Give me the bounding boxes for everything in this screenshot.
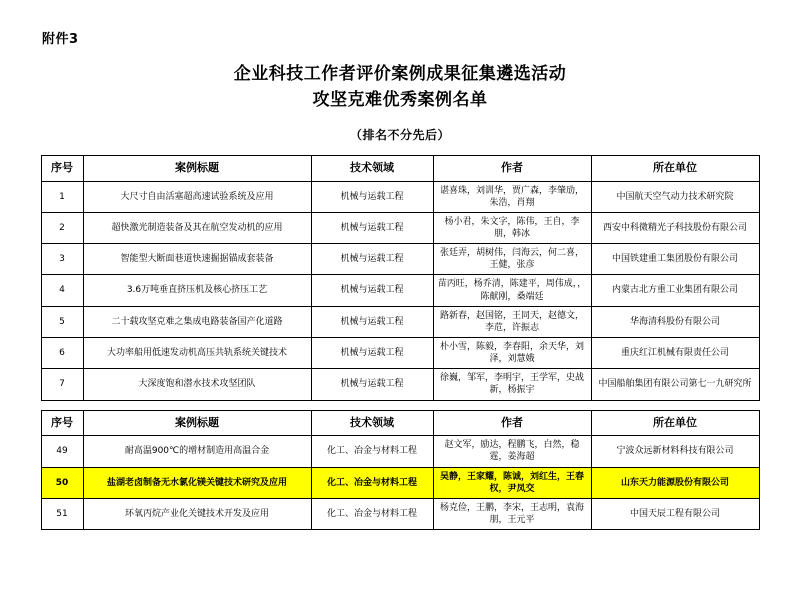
cell-no: 51: [41, 498, 83, 529]
cell-title: 大功率船用低速发动机高压共轨系统关键技术: [83, 337, 311, 368]
cell-author: 谌喜珠，刘训华，贾广森，李肇劢，朱浩，肖翔: [433, 181, 591, 212]
table-row: [41, 467, 759, 498]
table-row: [41, 181, 759, 212]
cell-title: 智能型大断面巷道快速掘据锚成套装备: [83, 244, 311, 275]
cell-no: 5: [41, 306, 83, 337]
table-row: [41, 436, 759, 467]
cell-no: 3: [41, 244, 83, 275]
column-header-field: 技术领域: [311, 410, 433, 436]
cell-author: 赵文军，励达，程鹏飞，白然，稳霆，姜海超: [433, 436, 591, 467]
cell-unit: 山东天力能源股份有限公司: [591, 467, 759, 498]
cell-unit: 中国铁建重工集团股份有限公司: [591, 244, 759, 275]
column-header-title: 案例标题: [83, 410, 311, 436]
cell-field: 化工、冶金与材料工程: [311, 467, 433, 498]
cell-author: 苗丙旺，杨乔清，陈建平，周伟成，，陈献刚，桑端廷: [433, 275, 591, 306]
cell-unit: 西安中科微精光子科技股份有限公司: [591, 212, 759, 243]
table-body-first: [41, 181, 759, 400]
column-header-field: 技术领域: [311, 155, 433, 181]
table-row: [41, 498, 759, 529]
cell-no: 50: [41, 467, 83, 498]
cell-title: 盐湖老卤制备无水氯化镁关键技术研究及应用: [83, 467, 311, 498]
cases-table-second: [41, 410, 760, 531]
table-body-second: [41, 436, 759, 530]
cell-no: 1: [41, 181, 83, 212]
cell-no: 6: [41, 337, 83, 368]
cell-field: 机械与运载工程: [311, 275, 433, 306]
column-header-unit: 所在单位: [591, 410, 759, 436]
cell-author: 吴静，王家耀，陈诚，刘红生，王春权，尹凤交: [433, 467, 591, 498]
table-row: [41, 337, 759, 368]
cell-field: 机械与运载工程: [311, 212, 433, 243]
cell-no: 4: [41, 275, 83, 306]
cell-unit: 宁波众远新材料科技有限公司: [591, 436, 759, 467]
cell-title: 超快激光制造装备及其在航空发动机的应用: [83, 212, 311, 243]
cell-field: 机械与运载工程: [311, 306, 433, 337]
cell-unit: 内蒙古北方重工业集团有限公司: [591, 275, 759, 306]
cell-author: 杨小君，朱文字，陈伟，王自，李朋，韩冰: [433, 212, 591, 243]
cell-field: 机械与运载工程: [311, 244, 433, 275]
cell-title: 环氧丙烷产业化关键技术开发及应用: [83, 498, 311, 529]
cell-author: 杨克俭，王鹏，李宋，王志明，袁海朋，王元平: [433, 498, 591, 529]
cell-author: 路新春，赵国铭，王同天，赵德文，李苊，许振志: [433, 306, 591, 337]
column-header-unit: 所在单位: [591, 155, 759, 181]
cell-author: 徐巍，邹军，李明宇，王学军，史战新，杨振宇: [433, 369, 591, 400]
cell-no: 7: [41, 369, 83, 400]
column-header-author: 作者: [433, 410, 591, 436]
cell-field: 机械与运载工程: [311, 337, 433, 368]
column-header-author: 作者: [433, 155, 591, 181]
cell-unit: 中国天辰工程有限公司: [591, 498, 759, 529]
title-line-2: 攻坚克难优秀案例名单: [312, 90, 488, 111]
cases-table-first: [41, 155, 760, 401]
attachment-label: 附件3: [42, 32, 79, 47]
cell-field: 化工、冶金与材料工程: [311, 436, 433, 467]
cell-author: 张廷弄，胡树伟，闫海云，何二喜，王健，张彦: [433, 244, 591, 275]
cell-title: 二十载攻坚克难之集成电路装备国产化道路: [83, 306, 311, 337]
cell-unit: 中国船舶集团有限公司第七一九研究所: [591, 369, 759, 400]
cell-unit: 华海清科股份有限公司: [591, 306, 759, 337]
table-row: [41, 306, 759, 337]
title-subtitle: （排名不分先后）: [349, 127, 450, 142]
table-row: [41, 244, 759, 275]
cell-unit: 中国航天空气动力技术研究院: [591, 181, 759, 212]
table-header-row: [41, 155, 759, 181]
table-section-one: [40, 155, 760, 401]
cell-author: 朴小雪，陈毅，李春阳，余天华，刘泽，刘慧娥: [433, 337, 591, 368]
table-row: [41, 369, 759, 400]
cell-no: 49: [41, 436, 83, 467]
table-header-row: [41, 410, 759, 436]
table-row: [41, 275, 759, 306]
table-section-two: [40, 410, 760, 531]
cell-field: 化工、冶金与材料工程: [311, 498, 433, 529]
page-title: [40, 61, 760, 114]
column-header-no: 序号: [41, 410, 83, 436]
title-line-1: 企业科技工作者评价案例成果征集遴选活动: [233, 64, 567, 84]
cell-title: 大深度饱和潜水技术攻坚团队: [83, 369, 311, 400]
cell-title: 耐高温900℃的增材制造用高温合金: [83, 436, 311, 467]
cell-unit: 重庆红江机械有限责任公司: [591, 337, 759, 368]
cell-title: 大尺寸自由活塞超高速试验系统及应用: [83, 181, 311, 212]
column-header-no: 序号: [41, 155, 83, 181]
cell-title: 3.6万吨垂直挤压机及核心挤压工艺: [83, 275, 311, 306]
table-row: [41, 212, 759, 243]
cell-field: 机械与运载工程: [311, 181, 433, 212]
cell-no: 2: [41, 212, 83, 243]
cell-field: 机械与运载工程: [311, 369, 433, 400]
column-header-title: 案例标题: [83, 155, 311, 181]
